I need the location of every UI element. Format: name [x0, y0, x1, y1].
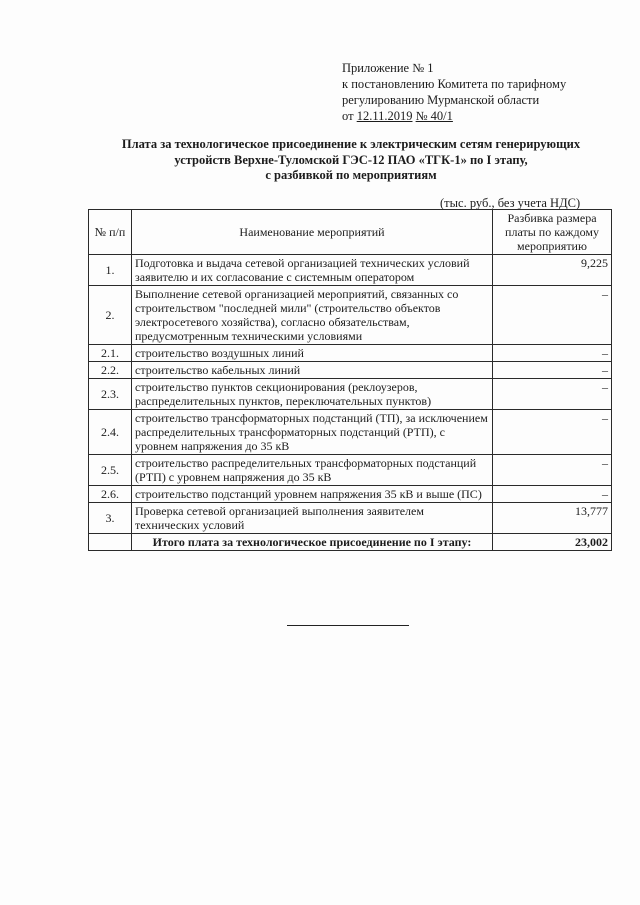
- row-name: строительство трансформаторных подстанций (ТП), за исключением распределительных трансформаторных подстанций (РТП), с уровнем напряжения до 35 кВ: [132, 410, 493, 455]
- header-name: Наименование мероприятий: [132, 210, 493, 255]
- document-title: [78, 137, 624, 184]
- row-num: 3.: [89, 503, 132, 534]
- signature-line: [287, 625, 409, 626]
- row-name: строительство подстанций уровнем напряжения 35 кВ и выше (ПС): [132, 486, 493, 503]
- row-value: –: [493, 286, 612, 345]
- row-num: 2.4.: [89, 410, 132, 455]
- row-value: 9,225: [493, 255, 612, 286]
- row-value: –: [493, 379, 612, 410]
- row-value: 13,777: [493, 503, 612, 534]
- units-note: (тыс. руб., без учета НДС): [440, 196, 581, 210]
- appendix-number: № 40/1: [415, 109, 453, 123]
- total-label: Итого плата за технологическое присоединение по I этапу:: [132, 534, 493, 551]
- title-line-3: с разбивкой по мероприятиям: [265, 168, 437, 182]
- total-num-empty: [89, 534, 132, 551]
- header-value: Разбивка размера платы по каждому мероприятию: [493, 210, 612, 255]
- fee-table: [88, 209, 612, 551]
- row-num: 2.6.: [89, 486, 132, 503]
- table-row: [89, 345, 612, 362]
- row-name: Подготовка и выдача сетевой организацией технических условий заявителю и их согласование с системным оператором: [132, 255, 493, 286]
- row-num: 2.5.: [89, 455, 132, 486]
- row-value: –: [493, 345, 612, 362]
- total-value: 23,002: [493, 534, 612, 551]
- title-line-1: Плата за технологическое присоединение к электрическим сетям генерирующих: [121, 137, 581, 151]
- appendix-line-1: Приложение № 1: [342, 61, 434, 75]
- row-name: строительство распределительных трансформаторных подстанций (РТП) с уровнем напряжения до 35 кВ: [132, 455, 493, 486]
- header-num: № п/п: [89, 210, 132, 255]
- row-num: 2.1.: [89, 345, 132, 362]
- table-row: [89, 410, 612, 455]
- row-name: Проверка сетевой организацией выполнения заявителем технических условий: [132, 503, 493, 534]
- row-num: 2.: [89, 286, 132, 345]
- row-name: строительство воздушных линий: [132, 345, 493, 362]
- row-value: –: [493, 410, 612, 455]
- title-line-2: устройств Верхне-Туломской ГЭС-12 ПАО «ТГК-1» по I этапу,: [174, 152, 528, 167]
- row-name: строительство пунктов секционирования (реклоузеров, распределительных пунктов, переключательных пунктов): [132, 379, 493, 410]
- row-num: 2.3.: [89, 379, 132, 410]
- table-header-row: [89, 210, 612, 255]
- row-num: 1.: [89, 255, 132, 286]
- appendix-line-2: к постановлению Комитета по тарифному: [342, 77, 567, 91]
- row-value: –: [493, 455, 612, 486]
- table-row: [89, 486, 612, 503]
- appendix-reference: [342, 60, 612, 124]
- appendix-line-3: регулированию Мурманской области: [342, 93, 540, 107]
- table-row: [89, 379, 612, 410]
- table-row: [89, 455, 612, 486]
- appendix-line-4: [342, 108, 612, 124]
- table-row: [89, 255, 612, 286]
- appendix-date-prefix: от: [342, 109, 354, 123]
- row-num: 2.2.: [89, 362, 132, 379]
- row-value: –: [493, 362, 612, 379]
- table-row: [89, 503, 612, 534]
- table-row: [89, 362, 612, 379]
- total-row: [89, 534, 612, 551]
- table-row: [89, 286, 612, 345]
- row-name: строительство кабельных линий: [132, 362, 493, 379]
- row-value: –: [493, 486, 612, 503]
- appendix-date: 12.11.2019: [356, 109, 413, 123]
- row-name: Выполнение сетевой организацией мероприятий, связанных со строительством "последней мили" (строительство объектов электросетевого хозяйства), согласно обязательствам, предусмотренным техническими условиями: [132, 286, 493, 345]
